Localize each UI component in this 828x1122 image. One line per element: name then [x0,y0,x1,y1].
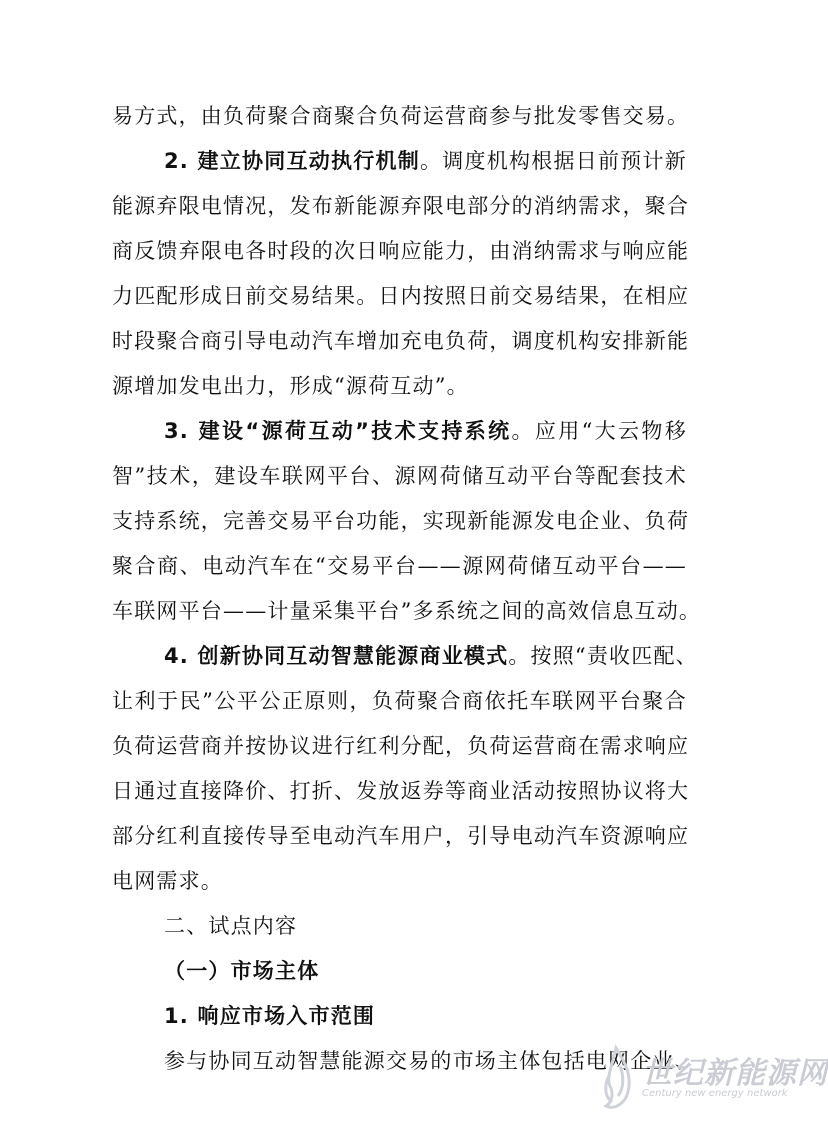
paragraph-3-first-line: 3. 建设“源荷互动”技术支持系统。应用“大云物移 [164,419,687,443]
text-line: 电网需求。 [112,869,223,893]
text-line: 商反馈弃限电各时段的次日响应能力，由消纳需求与响应能 [112,239,690,263]
watermark [590,1040,828,1120]
paragraph-3-heading: 3. 建设“源荷互动”技术支持系统 [164,419,512,443]
text-line: 聚合商、电动汽车在“交易平台——源网荷储互动平台—— [112,554,687,578]
text-line: 车联网平台——计量采集平台”多系统之间的高效信息互动。 [112,599,702,623]
paragraph-4-first-line: 4. 创新协同互动智慧能源商业模式。按照“责收匹配、 [164,644,698,668]
paragraph-2-first-line: 2. 建立协同互动执行机制。调度机构根据日前预计新 [164,149,687,173]
paragraph-4-heading: 4. 创新协同互动智慧能源商业模式 [164,644,509,668]
sub-subsection-heading: 1. 响应市场入市范围 [164,1004,376,1028]
text-line: 部分红利直接传导至电动汽车用户，引导电动汽车资源响应 [112,824,690,848]
watermark-name: 世纪新能源网 [642,1056,828,1091]
text-line: 时段聚合商引导电动汽车增加充电负荷，调度机构安排新能 [112,329,690,353]
text-line: 参与协同互动智慧能源交易的市场主体包括电网企业、 [164,1049,697,1073]
text-line: 源增加发电出力，形成“源荷互动”。 [112,374,469,398]
text-line: 支持系统，完善交易平台功能，实现新能源发电企业、负荷 [112,509,690,533]
section-heading: 二、试点内容 [164,914,298,938]
paragraph-2-heading: 2. 建立协同互动执行机制 [164,149,421,173]
text-line: 能源弃限电情况，发布新能源弃限电部分的消纳需求，聚合 [112,194,690,218]
subsection-heading: （一）市场主体 [164,959,320,983]
text-line: 智”技术，建设车联网平台、源网荷储互动平台等配套技术 [112,464,687,488]
text-line: 力匹配形成日前交易结果。日内按照日前交易结果，在相应 [112,284,690,308]
watermark-subtitle: Century new energy network [642,1088,788,1099]
text-line: 日通过直接降价、打折、发放返券等商业活动按照协议将大 [112,779,690,803]
flame-logo-icon [592,1044,640,1114]
text-line: 让利于民”公平公正原则，负荷聚合商依托车联网平台聚合 [112,689,687,713]
text-line: 易方式，由负荷聚合商聚合负荷运营商参与批发零售交易。 [112,104,690,128]
text-line: 负荷运营商并按协议进行红利分配，负荷运营商在需求响应 [112,734,690,758]
